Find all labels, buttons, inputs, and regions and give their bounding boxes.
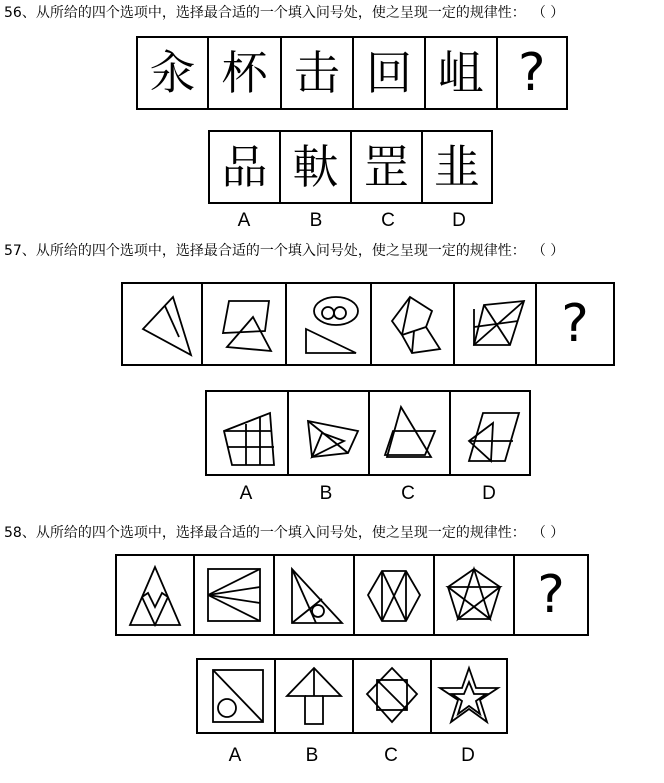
q56-seq-cell-6 (498, 38, 566, 108)
q56-option-char: 軑 (292, 140, 339, 194)
q57-options-row (205, 390, 531, 476)
q56-option-char: 罡 (363, 140, 410, 194)
q58-option-c[interactable] (354, 660, 432, 732)
q58-seq-cell-1 (117, 556, 195, 634)
q58-label-c: C (384, 745, 398, 766)
q56-title (4, 4, 564, 22)
q57-label-c: C (401, 483, 415, 504)
q58-option-d[interactable] (432, 660, 506, 732)
q58-option-b[interactable] (276, 660, 354, 732)
q57-option-c[interactable] (370, 392, 451, 474)
q57-label-a: A (239, 483, 253, 504)
triangle-square-overlap-icon (373, 397, 447, 469)
overlapping-quad-triangle-icon (207, 289, 281, 359)
triangle-with-circle-icon (278, 559, 350, 631)
q56-label-b: B (309, 210, 323, 231)
parallelogram-triangle-icon (453, 397, 527, 469)
q56-option-a[interactable] (210, 132, 281, 202)
q58-answer-paren: （ ） (531, 525, 565, 541)
q56-label-c: C (381, 210, 395, 231)
triangle-with-line-icon (127, 289, 197, 359)
q58-title (4, 524, 564, 542)
q56-seq-cell-4 (354, 38, 426, 108)
q57-seq-cell-6 (537, 284, 613, 364)
q56-seq-char: 岨 (438, 46, 484, 100)
parallelogram-with-diagonals-icon (458, 289, 532, 359)
q58-option-a[interactable] (198, 660, 276, 732)
q58-options-row (196, 658, 508, 734)
q57-title (4, 242, 564, 260)
q58-sequence-row (115, 554, 589, 636)
q58-label-a: A (228, 745, 242, 766)
q56-option-char: 品 (221, 140, 268, 194)
q57-option-d[interactable] (451, 392, 529, 474)
quad-with-triangle-icon (292, 397, 366, 469)
q57-option-a[interactable] (207, 392, 289, 474)
q56-answer-paren: （ ） (531, 5, 565, 21)
q56-seq-cell-5 (426, 38, 497, 108)
q58-seq-cell-3 (275, 556, 355, 634)
q58-seq-cell-6 (515, 556, 587, 634)
square-with-fan-lines-icon (198, 559, 270, 631)
q56-option-b[interactable] (281, 132, 352, 202)
q56-label-a: A (237, 210, 251, 231)
q56-seq-char: 汆 (149, 46, 196, 100)
q57-answer-paren: （ ） (531, 243, 565, 259)
q56-option-d[interactable] (423, 132, 491, 202)
q57-seq-cell-1 (123, 284, 203, 364)
q56-label-d: D (452, 210, 466, 231)
q58-seq-cell-2 (195, 556, 275, 634)
circles-in-shape-triangle-icon (292, 289, 366, 359)
q57-sequence-row (121, 282, 615, 366)
q56-seq-char: 杯 (221, 46, 268, 100)
q58-label-b: B (305, 745, 319, 766)
q56-option-c[interactable] (352, 132, 423, 202)
q57-seq-cell-2 (203, 284, 287, 364)
q56-option-char: 韭 (434, 140, 480, 194)
square-diagonal-circle-icon (201, 662, 271, 730)
q56-seq-char: 击 (293, 46, 340, 100)
q57-seq-cell-4 (372, 284, 455, 364)
q56-seq-char: 回 (366, 46, 413, 100)
star-in-star-icon (434, 662, 504, 730)
q57-seq-cell-5 (455, 284, 537, 364)
folded-polygon-icon (376, 289, 450, 359)
q57-label-d: D (482, 483, 496, 504)
diamond-in-square-icon (357, 662, 427, 730)
triangle-subdivided-icon (120, 559, 190, 631)
q58-seq-cell-4 (355, 556, 435, 634)
hexagon-cross-icon (358, 559, 430, 631)
q56-sequence-row (136, 36, 568, 110)
q57-seq-cell-3 (287, 284, 372, 364)
q58-prompt: 58、从所给的四个选项中，选择最合适的一个填入问号处，使之呈现一定的规律性： (4, 525, 526, 541)
q56-prompt: 56、从所给的四个选项中，选择最合适的一个填入问号处，使之呈现一定的规律性： (4, 5, 526, 21)
q57-option-b[interactable] (289, 392, 370, 474)
question-mark-icon: ? (537, 565, 565, 625)
q56-options-row (208, 130, 493, 204)
q57-label-b: B (319, 483, 333, 504)
question-mark-icon: ? (561, 294, 589, 354)
arrow-shape-icon (279, 662, 349, 730)
q56-question-mark: ? (518, 43, 546, 103)
q57-prompt: 57、从所给的四个选项中，选择最合适的一个填入问号处，使之呈现一定的规律性： (4, 243, 526, 259)
q58-seq-cell-5 (435, 556, 515, 634)
q56-seq-cell-2 (209, 38, 281, 108)
q56-seq-cell-3 (282, 38, 354, 108)
pentagon-grid-icon (210, 397, 284, 469)
q56-seq-cell-1 (138, 38, 209, 108)
pentagon-star-icon (438, 559, 510, 631)
q58-label-d: D (461, 745, 475, 766)
